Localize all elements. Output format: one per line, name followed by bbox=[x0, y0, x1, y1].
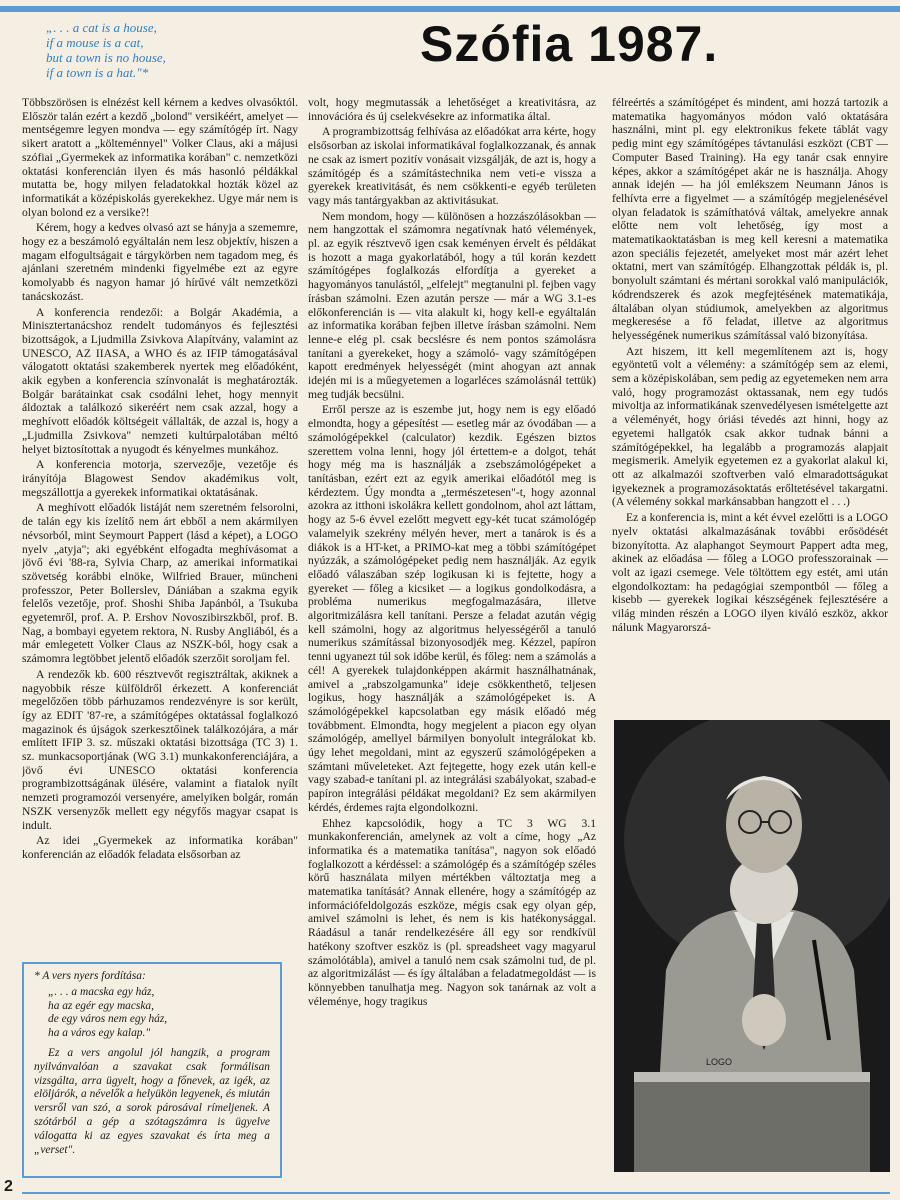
bottom-rule bbox=[22, 1192, 890, 1194]
column-1 bbox=[22, 96, 298, 958]
photo-illustration bbox=[614, 720, 890, 1172]
article-title: Szófia 1987. bbox=[420, 16, 719, 72]
paragraph: A konferencia rendezői: a Bolgár Akadémia, a Minisztertanácshoz rendelt tudományos és fejlesztési bizottságok, a Ljudmilla Zsivkova Alapítvány, valamint az UNESCO, AZ IIASA, a WHO és az IFIP támogatásával válogatott oktatási szakemberek nyertek meg előadóként, akik egyben a konferencia színvonalát is meghatározták. Bolgár barátainkat csak csodálni lehet, hogy mennyit áldoztak a találkozó sikeréért nem csak azzal, hogy a meghívott előadók költségeit vállalták, de azzal is, hogy a „Ljudmilla Zsivkova" nemzeti kultúrpalotában méltó helyet biztosítottak a nyugodt és kényelmes munkához. bbox=[22, 305, 298, 456]
translation-footnote bbox=[22, 962, 282, 1178]
epigraph-line: if a town is a hat."* bbox=[46, 65, 149, 80]
paragraph: A meghívott előadók listáját nem szeretném felsorolni, de talán egy kis ízelítő nem árt ebből a nem akármilyen névsorból, mint Seymourt Pappert (lásd a képet), a LOGO nyelv „atyja"; aki egyébként elfogadta meghívásomat a jövő évi '88-ra, Sylvia Charp, az amerikai informatikai szövetség korábbi elnöke, Wilfried Brauer, müncheni professzor, Peter Bollerslev, Dániában a szakma egyik felelős vezetője, prof. Shoshi Shiba Japánból, a Tsukuba egyetemről, prof. A. P. Ershov Novoszibirszkből, prof. B. Nag, a bombayi egyetem rektora, N. Rusby Angliából, és a már emlegetett Volker Claus az NSZK-ból, hogy csak a számomra legtöbbet jelentő előadók szerzőit soroljam fel. bbox=[22, 501, 298, 666]
poem-line: de egy város nem egy ház, bbox=[48, 1013, 168, 1026]
footnote-poem bbox=[48, 986, 270, 1041]
paragraph: Azt hiszem, itt kell megemlítenem azt is, hogy egyöntetű volt a vélemény: a számítógép sem az elemi, sem a középiskolában, sem pedig az egyetemeken nem arra való, hogy programozást oktassanak, nem egy tudós mivoltja az informatikának szenvedélyesen ismételgette azt a véleményét, hogy óriási tévedés azt hinni, hogy az egyetemi hallgatók csak akkor tudnak bánni a számítógépekkel, ha legalább a programozás alapjait megismerik. Amelyik egyetemen ez a gyakorlat alakul ki, ott az alkalmazói szoftverben való elmaradottságukat igyekeznek a programozásoktatás erőltetésével takargatni. (A vélemény sokkal markánsabban hangzott el . . .) bbox=[612, 344, 888, 509]
epigraph-line: if a mouse is a cat, bbox=[46, 35, 144, 50]
top-rule bbox=[0, 6, 900, 12]
paragraph: Ehhez kapcsolódik, hogy a TC 3 WG 3.1 munkakonferencián, amelynek az volt a címe, hogy „Az informatika és a matematika tanítása", nagyon sok előadó foglalkozott a kérdéssel: a számológép és a számítógép széles körű használata milyen mértékben változtatja meg a matematika tanítását? Annak ellenére, hogy a számítógép az információfeldolgozás eszköze, mégis csak egy olyan gép, amivel számolni is lehet, és nem is kis hatékonysággal. Ráadásul a tanár rendelkezésére áll egy sor rendkívül hatékony szoftver eszköz is (pl. spreadsheet vagy magyarul számolótábla), amivel a tanuló nem csak számolni tud, de pl. az algoritmizálást — és így általában a feladatmegoldást — is könnyebben tanulhatja meg. Nagyon sok tanárnak az volt a véleménye, hogy tragikus bbox=[308, 816, 596, 1008]
paragraph: Többszörösen is elnézést kell kérnem a kedves olvasóktól. Először talán ezért a kezdő „bolond" versikéért, amelyet — mentségemre legyen mondva — egy számítógép írt. Nagy sikert aratott a „költeménnyel" Volker Claus, aki a májusi szófiai „Gyermekek az informatika korában" c. nemzetközi oktatási konferencián ilyen és más hasonló példákkal mutatta be, hogy milyen feladatokkal hozták közel az informatikát a középiskolás gyerekekhez. Ugye már nem is olyan bolond ez a versike?! bbox=[22, 96, 298, 219]
epigraph-line: but a town is no house, bbox=[46, 50, 166, 65]
column-3 bbox=[612, 96, 888, 708]
paragraph: Nem mondom, hogy — különösen a hozzászólásokban — nem hangzottak el számomra negatívnak ható vélemények, pl. az egyik résztvevő igen csak keményen érvelt és példákat is hozott a maga gyakorlatából, hogy a túl korán kezdett számítógépes foglalkozás elfordítja a gyereket a hagyományos tanulástól, „elfelejt" megtanulni pl. fejben vagy írásban számolni. Ezen azután persze — már a WG 3.1-es előkonferencián is — vita alakult ki, hogy kell-e egyáltalán az informatika korában fejben illetve írásban számolni. Nem lenne-e elég pl. csak becslésre és nem pontos számolásra tanítani a gyerekeket, hogy a számoló- vagy számítógépen kapott eredmények helyességét (mint ahogyan azt annak idején mi is a műegyetemen a logarléces számolásnál tettük) meg tudják becsülni. bbox=[308, 209, 596, 401]
paragraph: Erről persze az is eszembe jut, hogy nem is egy előadó elmondta, hogy a gépesítést — esetleg már az óvodában — a számológépekkel (calculator) kezdik. Egészen biztos szerettem volna lenni, hogy jól értettem-e a dolgot, tehát hogy még ma is használják a zsebszámológépeket a tanításban, ezért ezt az egyik amerikai előadótól meg is kérdeztem. Úgy mondta a „természetesen"-t, hogy azonnal azokra az itthoni iskolákra kellett gondolnom, ahol azt láttam, hogy az 5-6 évvel ezelőtt megvett egy-két tucat számológép valamelyik szekrény mélyén hever, mert a tanárok is és a diákok is a HT-ket, a PRIMO-kat meg a többi számítógépet nyúzzák, a számológépeket pedig nem használják. Az egyik előadó válaszában szép logikusan ki is fejtette, hogy a gyereket — főleg a kicsiket — a logikus gondolkodásra, a probléma numerikus megfogalmazására, illetve algoritmizálásra kell tanítani. Persze a feladat azután végig kell számolni, hogy az algoritmus helyességéről a tanuló numerikus számítással bizonyosodjék meg. Kézzel, papíron tenni ugyanezt túl sok időbe kerül, és főleg: nem a számolás a cél! A gyerekek tulajdonképpen akármit használhatnának, amivel a „rabszolgamunka" ideje csökkenthető, teljesen logikus, hogy használják a számológépeket is. A számológépekkel kapcsolatban egy másik előadó még továbbment. Elmondta, hogy megjelent a piacon egy olyan számológép, amellyel bármilyen bonyolult integrálokat kb. úgy lehet megoldani, mint az egyszerű számológépeken a számtani műveleteket. Azt fejtegette, hogy ezek után kell-e vagy szabad-e tanítani pl. az integrálási szabályokat, szabad-e papíron integrálási példákat megoldani? Ez sem akármilyen kérdés, érdemes rajta elgondolkozni. bbox=[308, 403, 596, 814]
paragraph: Ez a konferencia is, mint a két évvel ezelőtti is a LOGO nyelv oktatási alkalmazásának további erősödését bizonyította. Az alaphangot Seymourt Pappert adta meg, akinek az előadása — főleg a LOGO professzorainak — volt az igazi csemege. Vele töltöttem egy estét, ami után elgondolkoztam: ha pedagógiai szempontból — főleg a kisebb — gyerekek logikai készségének fejlesztésére a világ minden részén a LOGO ilyen kiváló eszköz, akkor nálunk Magyarorszá- bbox=[612, 511, 888, 634]
paragraph: volt, hogy megmutassák a lehetőséget a kreativitásra, az innovációra és új cselekvésekre az informatika által. bbox=[308, 96, 596, 123]
paragraph: Kérem, hogy a kedves olvasó azt se hányja a szememre, hogy ez a beszámoló egyáltalán nem lesz objektív, hiszen a magam elfogultságait e tárgykörben nem tagadom meg, és ajánlani szeretném mindenki figyelmébe ezt az egyre komolyabb és nagyon hamar jó hírűvé vált nemzetközi tanácskozást. bbox=[22, 221, 298, 303]
poem-line: ha a város egy kalap." bbox=[48, 1027, 151, 1040]
lectern-sign: LOGO bbox=[706, 1057, 733, 1067]
page-number: 2 bbox=[4, 1178, 13, 1195]
paragraph: félreértés a számítógépet és mindent, ami hozzá tartozik a matematika hagyományos módon való oktatására használni, mint pl. egy elektronikus fekete táblát vagy pedig mint egy számítógépes távtanulási eszközt (CBT — Computer Based Training). Ha egy tanár csak ennyire képes, akkor a számítógépet akár ne is használja. Ahogy annak idején — ha jól emlékszem Neumann János is felhívta erre a figyelmet — a számítógép megjelenésével olyan feladatok is számíthatóvá váltak, amelyekre annak előtte nem volt lehetőség, így most a matematikaoktatásban is meg kell keresni a matematika azon speciális fejezetét, amelyeket most már azért lehet oktatni, mert van számítógép. Elhangzottak példák is, pl. bonyolult számtani és mértani sorokkal való manipulációk, kódrendszerek és azok megfejtésének matematikája, általában olyan stúdiumok, amelyekben az algoritmus megkeresése a fő feladat, illetve az algoritmus helyességének numerikus számítással való bizonyítása. bbox=[612, 96, 888, 342]
paragraph: A programbizottság felhívása az előadókat arra kérte, hogy elsősorban az iskolai informatikával foglalkozzanak, és annak ne csak az ismert pozitív vonásait vizsgálják, de azt is, hogy a számítógép és a számítástechnika nem veti-e vissza a gyerekek kreativitását, és nem csökkenti-e egyéb területen vagy más tantárgyakban az aktivitásukat. bbox=[308, 125, 596, 207]
photo-speaker bbox=[614, 720, 890, 1172]
column-2 bbox=[308, 96, 596, 1176]
poem-line: ha az egér egy macska, bbox=[48, 999, 154, 1012]
poem-line: „. . . a macska egy ház, bbox=[48, 985, 155, 998]
footnote-body: Ez a vers angolul jól hangzik, a program nyilvánvalóan a szavakat csak formálisan vizsgálta, arra ügyelt, hogy a főnevek, az igék, az elöljárók, a névelők a helyükön legyenek, és miután versről van szó, a sorok párosával rímeljenek. A szótárból a gép a szótagszámra is ügyelve válogatta ki az egyes szavakat és írta meg a „verset". bbox=[34, 1046, 270, 1156]
footnote-title: * A vers nyers fordítása: bbox=[34, 970, 146, 982]
paragraph: A konferencia motorja, szervezője, vezetője és irányítója Blagowest Sendov akadémikus volt, megszállottja a gyerekek informatikai oktatásának. bbox=[22, 458, 298, 499]
epigraph-line: „. . . a cat is a house, bbox=[46, 20, 157, 35]
epigraph bbox=[46, 20, 346, 80]
paragraph: Az idei „Gyermekek az informatika korában" konferencián az előadók feladata elsősorban az bbox=[22, 834, 298, 861]
paragraph: A rendezők kb. 600 résztvevőt regisztráltak, akiknek a nagyobbik része külföldről érkezett. A konferenciát megelőzően több párhuzamos rendezvényre is sor került, így az EDIT '87-re, a számítógépes oktatással foglalkozó magazinok és újságok szerkesztőinek találkozójára, a már említett IFIP 3. sz. műszaki oktatási bizottsága (TC 3) 1. sz. munkacsoportjának (WG 3.1) munkakonferenciájára, a jövő évi UNESCO oktatási konferencia programbizottságának ülésére, valamint a fiatalok nyílt nemzeti programozói versenyére, amelyiken bolgár, román NSZK versenyzők mellett egy négyfős magyar csapat is indult. bbox=[22, 667, 298, 832]
